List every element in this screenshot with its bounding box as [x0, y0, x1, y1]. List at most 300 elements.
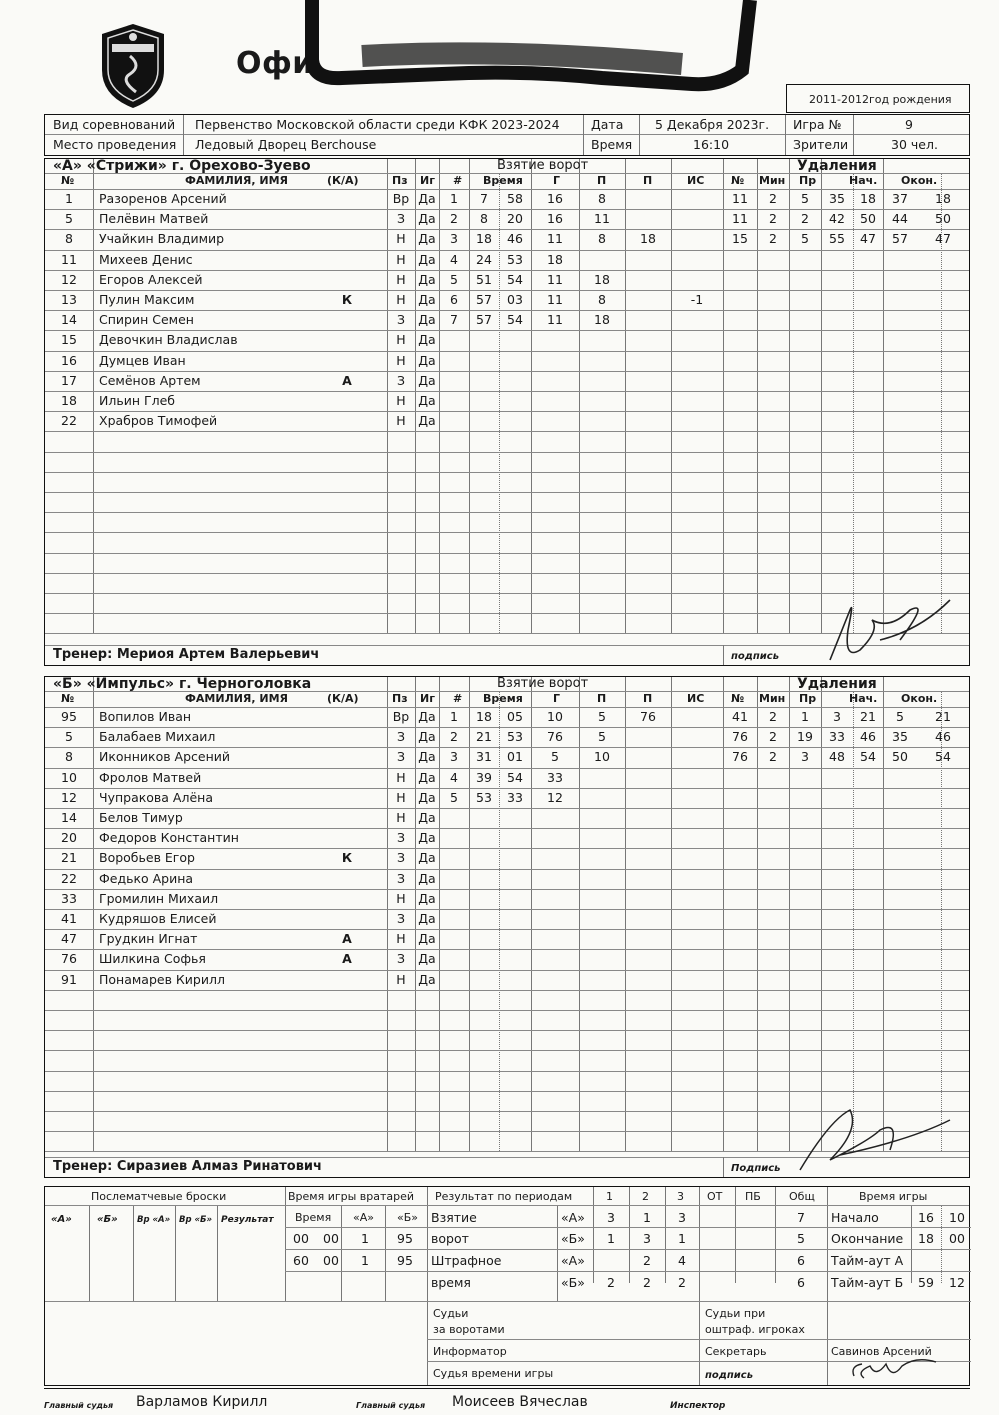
- competition-name: Первенство Московской области среди КФК 2023-2024: [195, 117, 560, 132]
- team_a-penalties-title: Удаления: [797, 158, 877, 174]
- penalty-code: 1: [801, 709, 809, 724]
- goal-scorer: 33: [547, 769, 563, 785]
- team_b-penalties-title: Удаления: [797, 676, 877, 692]
- team_b-pen-col-3: Нач.: [849, 692, 878, 705]
- player-playing: Да: [418, 271, 436, 287]
- goal-number: 4: [450, 251, 458, 267]
- player-number: 14: [61, 312, 77, 328]
- gk-time-title: Время игры вратарей: [288, 1190, 415, 1203]
- team_a-goal-col-5: ИС: [687, 174, 705, 187]
- penalty-end-sec: 50: [935, 211, 951, 227]
- player-number: 12: [61, 271, 77, 287]
- penalty-start-sec: 47: [860, 231, 876, 247]
- goal-scorer: 11: [547, 231, 563, 247]
- penalty-minutes: 2: [769, 231, 777, 247]
- goal-second: 54: [507, 769, 523, 785]
- bottom-officials: [44, 1388, 970, 1409]
- player-name: Семёнов Артем: [99, 372, 201, 388]
- team_b-title: «Б» «Импульс» г. Черноголовка: [53, 676, 312, 692]
- player-number: 41: [61, 911, 77, 926]
- game-time-mm: 18: [918, 1231, 934, 1246]
- player-position: З: [396, 911, 405, 926]
- player-name: Чупракова Алёна: [99, 789, 213, 805]
- goal-judges-label-1: Судьи: [433, 1307, 469, 1320]
- goal-scorer: 11: [547, 312, 563, 328]
- team_b-signature-label: Подпись: [731, 1163, 781, 1174]
- player-position: Н: [396, 413, 406, 429]
- player-position: Н: [396, 971, 406, 987]
- team_b-pen-col-1: Мин: [759, 692, 786, 705]
- player-position: З: [396, 729, 405, 745]
- penalty-judges-label-1: Судьи при: [705, 1307, 766, 1320]
- team_b-pen-col-4: Окон.: [901, 692, 938, 705]
- player-name: Понамарев Кирилл: [99, 971, 225, 987]
- team_b-col-no: №: [61, 692, 75, 705]
- match-time: 16:10: [693, 137, 730, 152]
- team_a-pen-col-0: №: [731, 174, 745, 187]
- game-time-label: Начало: [831, 1210, 879, 1225]
- penalty-start-sec: 50: [860, 211, 876, 227]
- goal-scorer: 16: [547, 191, 563, 206]
- secretary-label: Секретарь: [705, 1345, 767, 1358]
- goals-label-2: ворот: [431, 1231, 469, 1246]
- player-number: 14: [61, 810, 77, 825]
- goal-situation: -1: [690, 292, 704, 307]
- player-name: Федоров Константин: [99, 830, 239, 846]
- penalty-start-min: 55: [829, 231, 845, 247]
- player-number: 13: [61, 292, 77, 307]
- player-playing: Да: [418, 830, 436, 846]
- player-playing: Да: [418, 251, 436, 267]
- head-ref-label-2: Главный судья: [356, 1401, 426, 1410]
- gk2-a: 1: [361, 1253, 369, 1268]
- goal-second: 53: [507, 251, 523, 267]
- shootout-col-gk-a: Вр «А»: [137, 1215, 171, 1225]
- goal-minute: 31: [476, 749, 492, 765]
- player-position: З: [396, 372, 405, 388]
- team_b-goals-title: Взятие ворот: [497, 676, 589, 691]
- team_b-goal-col-3: П: [597, 692, 607, 705]
- team_b-goal-col-2: Г: [553, 692, 561, 705]
- player-role: К: [341, 292, 353, 307]
- penalty-start-min: 3: [833, 709, 841, 724]
- player-playing: Да: [418, 332, 436, 348]
- coach-b-signature: [790, 1100, 960, 1180]
- team_a-pen-col-4: Окон.: [901, 174, 938, 187]
- player-playing: Да: [418, 911, 436, 926]
- penalty-player: 11: [732, 211, 748, 227]
- team_a-pen-col-2: Пр: [799, 174, 817, 187]
- penalty-code: 5: [801, 231, 809, 247]
- team_a-col-pos: Пз: [392, 174, 408, 187]
- player-number: 76: [61, 951, 77, 967]
- player-name: Балабаев Михаил: [99, 729, 216, 745]
- player-position: Н: [396, 251, 406, 267]
- game-time-mm: 59: [918, 1275, 934, 1290]
- goal-minute: 24: [476, 251, 492, 267]
- player-number: 10: [61, 769, 77, 785]
- goals-b-period-6: 5: [797, 1231, 805, 1246]
- goal-second: 54: [507, 312, 523, 328]
- player-position: Н: [396, 231, 406, 247]
- player-playing: Да: [418, 931, 436, 947]
- player-name: Спирин Семен: [99, 312, 194, 328]
- game-time-label: Тайм-аут Б: [831, 1275, 904, 1290]
- player-playing: Да: [418, 971, 436, 987]
- pim-b-period-1: 2: [607, 1275, 615, 1290]
- player-number: 95: [61, 709, 77, 724]
- pim-a-period-2: 2: [643, 1253, 651, 1268]
- team_a-goal-col-0: #: [453, 174, 463, 187]
- team_a-title: «А» «Стрижи» г. Орехово-Зуево: [53, 158, 311, 174]
- goals-b-period-2: 3: [643, 1231, 651, 1246]
- team_a-col-play: Иг: [420, 174, 435, 187]
- goal-minute: 57: [476, 292, 492, 307]
- head-ref-label-1: Главный судья: [44, 1401, 114, 1410]
- penalty-end-sec: 47: [935, 231, 951, 247]
- goal-scorer: 18: [547, 251, 563, 267]
- player-role: К: [341, 850, 353, 866]
- gk1-ss: 00: [323, 1231, 339, 1246]
- player-position: Н: [396, 789, 406, 805]
- team_a-col-name: ФАМИЛИЯ, ИМЯ: [185, 174, 289, 187]
- game-number: 9: [905, 117, 913, 132]
- goal-assist-1: 5: [598, 709, 606, 724]
- goal-judges-label-2: за воротами: [433, 1323, 505, 1336]
- pim-b-period-3: 2: [678, 1275, 686, 1290]
- player-number: 5: [65, 729, 73, 745]
- goal-assist-1: 8: [598, 292, 606, 307]
- gk2-mm: 60: [293, 1253, 309, 1268]
- goal-second: 53: [507, 729, 523, 745]
- player-name: Кудряшов Елисей: [99, 911, 217, 926]
- player-position: Н: [396, 292, 406, 307]
- penalty-code: 5: [801, 191, 809, 206]
- period-2-header: 2: [642, 1190, 649, 1203]
- game-time-mm: 16: [918, 1210, 934, 1225]
- penalty-player: 76: [732, 749, 748, 765]
- goal-assist-1: 8: [598, 231, 606, 247]
- birth-years: 2011-2012год рождения: [809, 93, 952, 106]
- player-number: 47: [61, 931, 77, 947]
- league-logo: [98, 22, 168, 110]
- inspector-label: Инспектор: [670, 1401, 726, 1411]
- penalty-player: 11: [732, 191, 748, 206]
- goals-a-period-3: 3: [678, 1210, 686, 1225]
- goal-number: 4: [450, 769, 458, 785]
- informer-label: Информатор: [433, 1345, 507, 1358]
- pim-team-a-mark: «А»: [561, 1253, 585, 1268]
- player-position: Н: [396, 810, 406, 825]
- gk1-b: 95: [397, 1231, 413, 1246]
- team_a-col-ka: (К/А): [327, 174, 359, 187]
- player-name: Вопилов Иван: [99, 709, 192, 724]
- player-playing: Да: [418, 709, 436, 724]
- player-role: А: [342, 372, 352, 388]
- player-playing: Да: [418, 729, 436, 745]
- player-name: Разоренов Арсений: [99, 191, 227, 206]
- player-playing: Да: [418, 352, 436, 368]
- goal-number: 7: [450, 312, 458, 328]
- penalty-minutes: 2: [769, 709, 777, 724]
- player-playing: Да: [418, 870, 436, 886]
- gk1-mm: 00: [293, 1231, 309, 1246]
- player-number: 22: [61, 870, 77, 886]
- player-position: Н: [396, 332, 406, 348]
- player-name: Белов Тимур: [99, 810, 183, 825]
- goal-number: 3: [450, 749, 458, 765]
- penalty-end-min: 37: [892, 191, 908, 206]
- shootout-col-b: «Б»: [97, 1214, 118, 1225]
- goal-second: 01: [507, 749, 523, 765]
- player-number: 12: [61, 789, 77, 805]
- goal-number: 2: [450, 211, 458, 227]
- penalty-start-min: 35: [829, 191, 845, 206]
- goals-a-period-1: 3: [607, 1210, 615, 1225]
- goal-second: 03: [507, 292, 523, 307]
- goal-number: 1: [450, 709, 458, 724]
- player-position: З: [396, 850, 405, 866]
- pim-a-period-3: 4: [678, 1253, 686, 1268]
- player-number: 16: [61, 352, 77, 368]
- penalty-start-min: 48: [829, 749, 845, 765]
- penalty-minutes: 2: [769, 211, 777, 227]
- label-date: Дата: [591, 117, 624, 132]
- goal-scorer: 11: [547, 292, 563, 307]
- venue-name: Ледовый Дворец Berchouse: [195, 137, 377, 152]
- player-playing: Да: [418, 850, 436, 866]
- player-playing: Да: [418, 769, 436, 785]
- penalty-start-sec: 46: [860, 729, 876, 745]
- player-position: Н: [396, 931, 406, 947]
- game-time-ss: 00: [949, 1231, 965, 1246]
- player-position: Н: [396, 890, 406, 906]
- label-venue: Место проведения: [53, 137, 177, 152]
- team_b-col-pos: Пз: [392, 692, 408, 705]
- clipboard-clip: [302, 0, 772, 100]
- player-name: Думцев Иван: [99, 352, 186, 368]
- periods-title: Результат по периодам: [435, 1190, 573, 1203]
- game-time-label: Тайм-аут А: [831, 1253, 904, 1268]
- player-playing: Да: [418, 951, 436, 967]
- player-position: Н: [396, 271, 406, 287]
- penalty-end-min: 44: [892, 211, 908, 227]
- player-name: Шилкина Софья: [99, 951, 206, 967]
- penalty-code: 2: [801, 211, 809, 227]
- goal-minute: 21: [476, 729, 492, 745]
- player-name: Грудкин Игнат: [99, 931, 198, 947]
- team_a-coach: Тренер: Мериоя Артем Валерьевич: [53, 647, 320, 662]
- player-playing: Да: [418, 789, 436, 805]
- player-role: А: [342, 931, 352, 947]
- label-game-no: Игра №: [793, 117, 842, 132]
- game-time-ss: 12: [949, 1275, 965, 1290]
- goal-number: 6: [450, 292, 458, 307]
- penalty-judges-label-2: оштраф. игроках: [705, 1323, 805, 1336]
- player-number: 8: [65, 231, 73, 247]
- player-position: З: [396, 951, 405, 967]
- team_a-pen-col-3: Нач.: [849, 174, 878, 187]
- penalty-start-sec: 21: [860, 709, 876, 724]
- gk-col-b: «Б»: [397, 1211, 419, 1224]
- player-name: Девочкин Владислав: [99, 332, 238, 348]
- team_a-goal-col-2: Г: [553, 174, 561, 187]
- shootout-col-result: Результат: [221, 1215, 274, 1225]
- coach-a-signature: [810, 590, 960, 670]
- penalty-code: 3: [801, 749, 809, 765]
- player-position: З: [396, 749, 405, 765]
- player-number: 21: [61, 850, 77, 866]
- gk-col-a: «А»: [353, 1211, 374, 1224]
- player-number: 33: [61, 890, 77, 906]
- player-number: 15: [61, 332, 77, 348]
- goal-minute: 7: [480, 191, 488, 206]
- team_a-goal-col-1: Время: [483, 174, 523, 187]
- pim-b-period-2: 2: [643, 1275, 651, 1290]
- player-role: А: [342, 951, 352, 967]
- player-playing: Да: [418, 211, 436, 227]
- penalty-end-sec: 54: [935, 749, 951, 765]
- penalty-start-min: 33: [829, 729, 845, 745]
- goal-scorer: 76: [547, 729, 563, 745]
- team_b-pen-col-0: №: [731, 692, 745, 705]
- document-title: Офи: [236, 46, 314, 81]
- goal-assist-1: 5: [598, 729, 606, 745]
- period-1-header: 1: [606, 1190, 613, 1203]
- player-name: Михеев Денис: [99, 251, 193, 267]
- goal-assist-1: 11: [594, 211, 610, 227]
- pim-team-b-mark: «Б»: [561, 1275, 585, 1290]
- player-playing: Да: [418, 890, 436, 906]
- goal-scorer: 5: [551, 749, 559, 765]
- player-name: Федько Арина: [99, 870, 194, 886]
- head-ref-2: Моисеев Вячеслав: [452, 1394, 588, 1410]
- pim-label-1: Штрафное: [431, 1253, 502, 1268]
- goal-assist-2: 76: [640, 709, 656, 724]
- goal-second: 33: [507, 789, 523, 805]
- goal-second: 54: [507, 271, 523, 287]
- player-position: Н: [396, 352, 406, 368]
- penalty-player: 15: [732, 231, 748, 247]
- goals-label-1: Взятие: [431, 1210, 477, 1225]
- team_b-col-name: ФАМИЛИЯ, ИМЯ: [185, 692, 289, 705]
- label-time: Время: [591, 137, 633, 152]
- player-number: 8: [65, 749, 73, 765]
- pim-label-2: время: [431, 1275, 471, 1290]
- team_a-goals-title: Взятие ворот: [497, 158, 589, 173]
- player-position: Вр: [392, 709, 410, 724]
- goal-minute: 18: [476, 231, 492, 247]
- game-time-label: Окончание: [831, 1231, 904, 1246]
- player-playing: Да: [418, 191, 436, 206]
- penalty-end-sec: 18: [935, 191, 951, 206]
- goal-assist-2: 18: [640, 231, 656, 247]
- player-playing: Да: [418, 810, 436, 825]
- secretary-signature: [846, 1352, 946, 1386]
- player-number: 1: [65, 191, 73, 206]
- goal-second: 05: [507, 709, 523, 724]
- team_b-col-play: Иг: [420, 692, 435, 705]
- goal-number: 5: [450, 789, 458, 805]
- player-name: Ильин Глеб: [99, 393, 175, 408]
- penalty-player: 76: [732, 729, 748, 745]
- shootout-title: Послематчевые броски: [91, 1190, 227, 1203]
- penalty-minutes: 2: [769, 729, 777, 745]
- pim-a-period-6: 6: [797, 1253, 805, 1268]
- penalty-end-sec: 46: [935, 729, 951, 745]
- secretary-name: Савинов Арсений: [831, 1345, 932, 1358]
- player-name: Учайкин Владимир: [99, 231, 225, 247]
- game-time-title: Время игры: [859, 1190, 928, 1203]
- player-playing: Да: [418, 231, 436, 247]
- player-number: 5: [65, 211, 73, 227]
- goal-assist-1: 10: [594, 749, 610, 765]
- goal-scorer: 16: [547, 211, 563, 227]
- player-position: З: [396, 830, 405, 846]
- player-playing: Да: [418, 749, 436, 765]
- player-number: 18: [61, 393, 77, 408]
- player-playing: Да: [418, 413, 436, 429]
- team_b-pen-col-2: Пр: [799, 692, 817, 705]
- goal-number: 2: [450, 729, 458, 745]
- player-number: 17: [61, 372, 77, 388]
- goal-minute: 53: [476, 789, 492, 805]
- goal-minute: 57: [476, 312, 492, 328]
- label-competition: Вид соревнований: [53, 117, 176, 132]
- penalty-end-min: 5: [896, 709, 904, 724]
- player-position: З: [396, 870, 405, 886]
- penalty-end-min: 50: [892, 749, 908, 765]
- player-number: 22: [61, 413, 77, 429]
- goal-number: 1: [450, 191, 458, 206]
- goal-minute: 8: [480, 211, 488, 227]
- goal-second: 46: [507, 231, 523, 247]
- player-position: Вр: [392, 191, 410, 206]
- player-name: Воробьев Егор: [99, 850, 195, 866]
- team_b-coach: Тренер: Сиразиев Алмаз Ринатович: [53, 1159, 322, 1174]
- goal-scorer: 11: [547, 271, 563, 287]
- player-number: 11: [61, 251, 77, 267]
- goal-second: 58: [507, 191, 523, 206]
- time-judge-label: Судья времени игры: [433, 1367, 554, 1380]
- goals-b-period-1: 1: [607, 1231, 615, 1246]
- team_a-goal-col-3: П: [597, 174, 607, 187]
- goals-team-b-mark: «Б»: [561, 1231, 585, 1246]
- goal-minute: 51: [476, 271, 492, 287]
- penalty-minutes: 2: [769, 191, 777, 206]
- shootout-col-gk-b: Вр «Б»: [179, 1215, 213, 1225]
- team_a-col-no: №: [61, 174, 75, 187]
- player-name: Храбров Тимофей: [99, 413, 218, 429]
- team_b-goal-col-1: Время: [483, 692, 523, 705]
- player-number: 91: [61, 971, 77, 987]
- penalty-minutes: 2: [769, 749, 777, 765]
- spectators-count: 30 чел.: [891, 137, 938, 152]
- player-number: 20: [61, 830, 77, 846]
- goal-number: 5: [450, 271, 458, 287]
- player-name: Иконников Арсений: [99, 749, 231, 765]
- penalty-code: 19: [797, 729, 813, 745]
- shootout-col-a: «А»: [51, 1214, 72, 1225]
- game-time-ss: 10: [949, 1210, 965, 1225]
- match-date: 5 Декабря 2023г.: [655, 117, 770, 132]
- pim-b-period-6: 6: [797, 1275, 805, 1290]
- goals-a-period-6: 7: [797, 1210, 805, 1225]
- goals-a-period-2: 1: [643, 1210, 651, 1225]
- birth-years-box: [786, 84, 970, 113]
- penalty-end-sec: 21: [935, 709, 951, 724]
- goals-team-a-mark: «А»: [561, 1210, 585, 1225]
